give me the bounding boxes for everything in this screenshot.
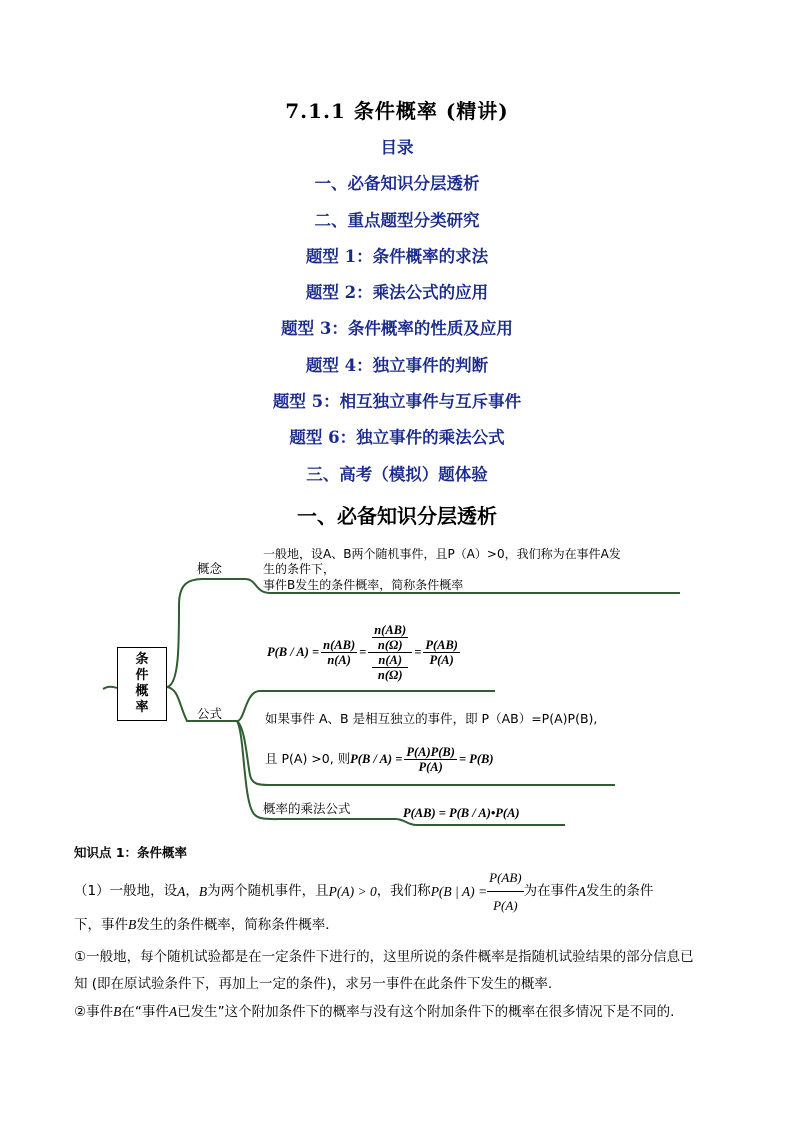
text-run: ，我们称 bbox=[376, 882, 431, 899]
equals-sign: = bbox=[414, 645, 422, 659]
text-run: 发生的条件概率，简称条件概率． bbox=[136, 917, 339, 933]
fraction-denominator: P(A) bbox=[493, 897, 518, 913]
math-var: B bbox=[128, 917, 137, 932]
toc-item[interactable]: 题型 2：乘法公式的应用 bbox=[305, 283, 489, 303]
fraction bbox=[370, 653, 410, 682]
concept-text-line: 一般地，设A、B两个随机事件，且P（A）>0，我们称为在事件A发 bbox=[263, 547, 621, 561]
branch-formula-label: 公式 bbox=[197, 706, 223, 721]
fraction-numerator: P(AB) bbox=[425, 637, 458, 652]
fraction-numerator: n(A) bbox=[372, 653, 408, 668]
knowledge-point-title: 知识点 1：条件概率 bbox=[74, 845, 188, 860]
knowledge-paragraph-4: 知 (即在原试验条件下，再加上一定的条件)，求另一事件在此条件下发生的概率. bbox=[74, 976, 553, 992]
fraction bbox=[404, 745, 457, 774]
branch-concept-label: 概念 bbox=[197, 561, 223, 576]
text-run: 发生的条件 bbox=[585, 882, 654, 899]
compound-denominator bbox=[368, 653, 412, 682]
independence-text: 如果事件 A、B 是相互独立的事件，即 P（AB）=P(A)P(B), bbox=[265, 711, 598, 726]
toc-item[interactable]: 题型 3：条件概率的性质及应用 bbox=[281, 319, 513, 339]
fraction-numerator: n(AB) bbox=[374, 622, 407, 637]
fraction bbox=[321, 638, 357, 667]
concept-text-line: 生的条件下， bbox=[263, 562, 336, 576]
independence-formula bbox=[265, 740, 493, 778]
math-var: A bbox=[177, 883, 186, 899]
fraction-denominator: n(Ω) bbox=[377, 667, 403, 682]
text-run: ， bbox=[185, 882, 199, 899]
text-run: 下，事件 bbox=[74, 917, 128, 933]
text-run: 为在事件 bbox=[523, 882, 578, 899]
independence-prefix: 且 P(A) >0, 则 bbox=[265, 751, 351, 766]
text-run: 为两个随机事件，且 bbox=[207, 882, 329, 899]
fraction bbox=[370, 623, 410, 652]
text-run: 在“事件 bbox=[121, 1004, 169, 1020]
multiplication-rule-formula: P(AB) = P(B / A)•P(A) bbox=[403, 806, 520, 820]
toc-item[interactable]: 题型 4：独立事件的判断 bbox=[305, 355, 489, 375]
mind-map bbox=[95, 535, 735, 835]
math-var: A bbox=[577, 883, 586, 899]
knowledge-paragraph-5 bbox=[74, 998, 734, 1026]
math-expr: P(B | A) = bbox=[430, 883, 488, 899]
fraction-denominator: n(A) bbox=[327, 652, 351, 667]
toc-item[interactable]: 题型 6：独立事件的乘法公式 bbox=[289, 428, 505, 448]
independence-lhs: P(B / A) = bbox=[350, 752, 403, 766]
toc-item[interactable]: 题型 5：相互独立事件与互斥事件 bbox=[272, 392, 522, 412]
knowledge-paragraph-3: ①一般地，每个随机试验都是在一定条件下进行的，这里所说的条件概率是指随机试验结果的部分信息已 bbox=[74, 949, 694, 965]
multiplication-rule-label: 概率的乘法公式 bbox=[263, 801, 351, 816]
toc-heading[interactable]: 目录 bbox=[380, 138, 414, 157]
formula-lhs: P(B / A) = bbox=[267, 645, 320, 659]
toc-item[interactable]: 题型 1：条件概率的求法 bbox=[305, 246, 489, 266]
fraction-numerator: P(AB) bbox=[487, 864, 523, 892]
knowledge-paragraph-2 bbox=[74, 911, 734, 939]
fraction-numerator: P(A)P(B) bbox=[406, 744, 455, 759]
text-run: ②事件 bbox=[74, 1004, 114, 1020]
knowledge-paragraph-1 bbox=[74, 869, 734, 913]
page-title: 7.1.1 条件概率 (精讲) bbox=[285, 99, 509, 123]
math-var: B bbox=[113, 1004, 122, 1019]
math-expr: P(A) > 0 bbox=[328, 883, 377, 899]
fraction-numerator: n(AB) bbox=[323, 637, 356, 652]
center-node bbox=[117, 647, 167, 721]
toc-item[interactable]: 三、高考（模拟）题体验 bbox=[306, 464, 488, 484]
formula-conditional-probability bbox=[267, 617, 462, 687]
table-of-contents bbox=[0, 136, 794, 499]
center-node-label: 条件概率 bbox=[135, 652, 149, 715]
text-run: 已发生”这个附加条件下的概率与没有这个附加条件下的概率在很多情况下是不同的. bbox=[177, 1004, 675, 1020]
compound-numerator bbox=[368, 623, 412, 653]
fraction-denominator: n(Ω) bbox=[377, 637, 403, 652]
independence-rhs: = P(B) bbox=[458, 752, 494, 766]
compound-fraction bbox=[368, 623, 412, 682]
math-var: B bbox=[198, 883, 208, 899]
fraction bbox=[423, 638, 460, 667]
toc-item[interactable]: 二、重点题型分类研究 bbox=[314, 210, 480, 230]
fraction-denominator: P(A) bbox=[418, 759, 443, 774]
fraction-denominator: P(A) bbox=[429, 652, 454, 667]
toc-item[interactable]: 一、必备知识分层透析 bbox=[314, 174, 480, 194]
section-heading: 一、必备知识分层透析 bbox=[297, 504, 497, 528]
text-run: （1）一般地，设 bbox=[74, 882, 178, 899]
concept-text-line: 事件B发生的条件概率，简称条件概率 bbox=[263, 578, 464, 592]
equals-sign: = bbox=[359, 645, 367, 659]
math-var: A bbox=[168, 1004, 178, 1019]
